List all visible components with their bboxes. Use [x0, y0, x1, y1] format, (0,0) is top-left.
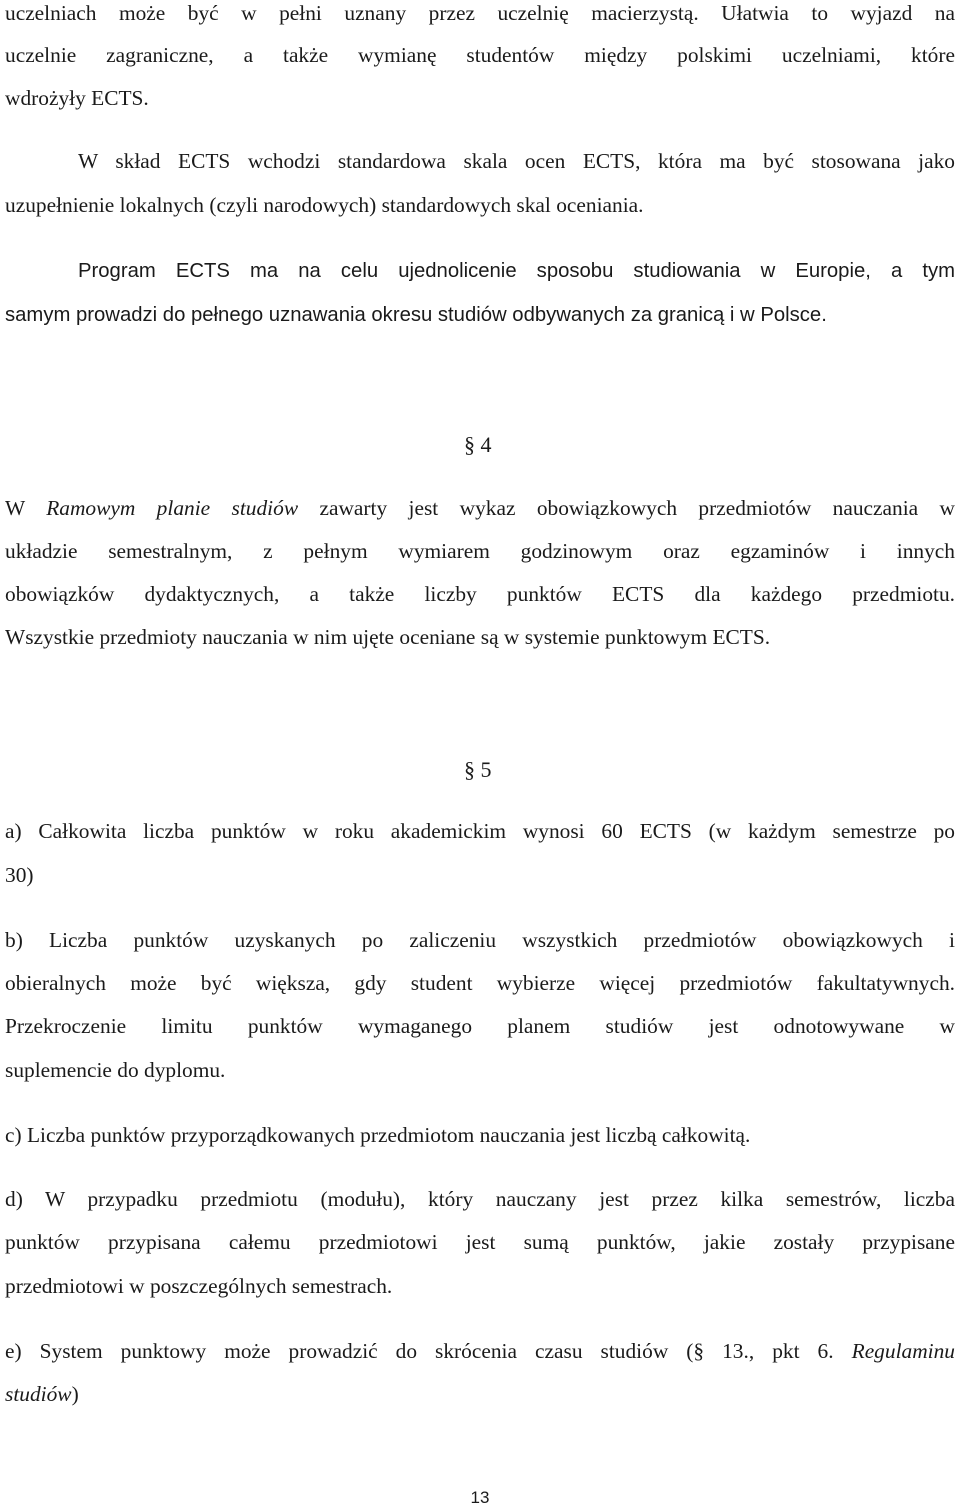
section-4-line-1-end: zawarty jest wykaz obowiązkowych przedmiotów nauczania w: [298, 496, 955, 520]
item-c-line-1: c) Liczba punktów przyporządkowanych przedmiotom nauczania jest liczbą całkowitą.: [5, 1123, 751, 1147]
section-4-line-2: układzie semestralnym, z pełnym wymiarem godzinowym oraz egzaminów i innych: [5, 539, 955, 563]
scale-line-1: W skład ECTS wchodzi standardowa skala ocen ECTS, która ma być stosowana jako: [78, 149, 955, 173]
section-4-line-3: obowiązków dydaktycznych, a także liczby punktów ECTS dla każdego przedmiotu.: [5, 582, 955, 606]
program-line-2: samym prowadzi do pełnego uznawania okresu studiów odbywanych za granicą i w Polsce.: [5, 304, 827, 326]
item-d-line-2: punktów przypisana całemu przedmiotowi jest sumą punktów, jakie zostały przypisane: [5, 1230, 955, 1254]
item-a-line-2: 30): [5, 863, 34, 887]
item-b-line-4: suplemencie do dyplomu.: [5, 1058, 226, 1082]
section-4-line-1-start: W: [5, 496, 47, 520]
item-e-line-1-text: e) System punktowy może prowadzić do skrócenia czasu studiów (§ 13., pkt 6.: [5, 1339, 852, 1363]
item-e-line-2-close: ): [71, 1382, 79, 1406]
scale-line-2: uzupełnienie lokalnych (czyli narodowych) standardowych skal oceniania.: [5, 193, 644, 217]
regulamin-title-part-2: studiów: [5, 1382, 72, 1406]
intro-line-1: uczelniach może być w pełni uznany przez uczelnię macierzystą. Ułatwia to wyjazd na: [5, 1, 955, 25]
page-number: 13: [470, 1488, 490, 1507]
item-d-line-1: d) W przypadku przedmiotu (modułu), który nauczany jest przez kilka semestrów, liczba: [5, 1187, 955, 1211]
item-d-line-3: przedmiotowi w poszczególnych semestrach.: [5, 1274, 393, 1298]
regulamin-title-part-1: Regulaminu: [851, 1339, 955, 1363]
ramowy-plan-studiow-title: Ramowym planie studiów: [46, 496, 299, 520]
item-b-line-1: b) Liczba punktów uzyskanych po zaliczeniu wszystkich przedmiotów obowiązkowych i: [5, 928, 955, 952]
intro-line-2: uczelnie zagraniczne, a także wymianę studentów między polskimi uczelniami, które: [5, 43, 955, 67]
item-e-line-1: [5, 1338, 955, 1364]
section-4-line-1: [5, 495, 955, 521]
section-5-heading: § 5: [464, 757, 492, 782]
program-line-1: Program ECTS ma na celu ujednolicenie sposobu studiowania w Europie, a tym: [78, 260, 955, 282]
section-4-heading: § 4: [464, 432, 492, 457]
item-e-line-2: [5, 1381, 955, 1407]
section-4-line-4: Wszystkie przedmioty nauczania w nim ujęte oceniane są w systemie punktowym ECTS.: [5, 625, 771, 649]
item-b-line-3: Przekroczenie limitu punktów wymaganego planem studiów jest odnotowywane w: [5, 1014, 955, 1038]
item-a-line-1: a) Całkowita liczba punktów w roku akademickim wynosi 60 ECTS (w każdym semestrze po: [5, 819, 955, 843]
intro-line-3: wdrożyły ECTS.: [5, 86, 149, 110]
item-b-line-2: obieralnych może być większa, gdy student wybierze więcej przedmiotów fakultatywnych.: [5, 971, 955, 995]
